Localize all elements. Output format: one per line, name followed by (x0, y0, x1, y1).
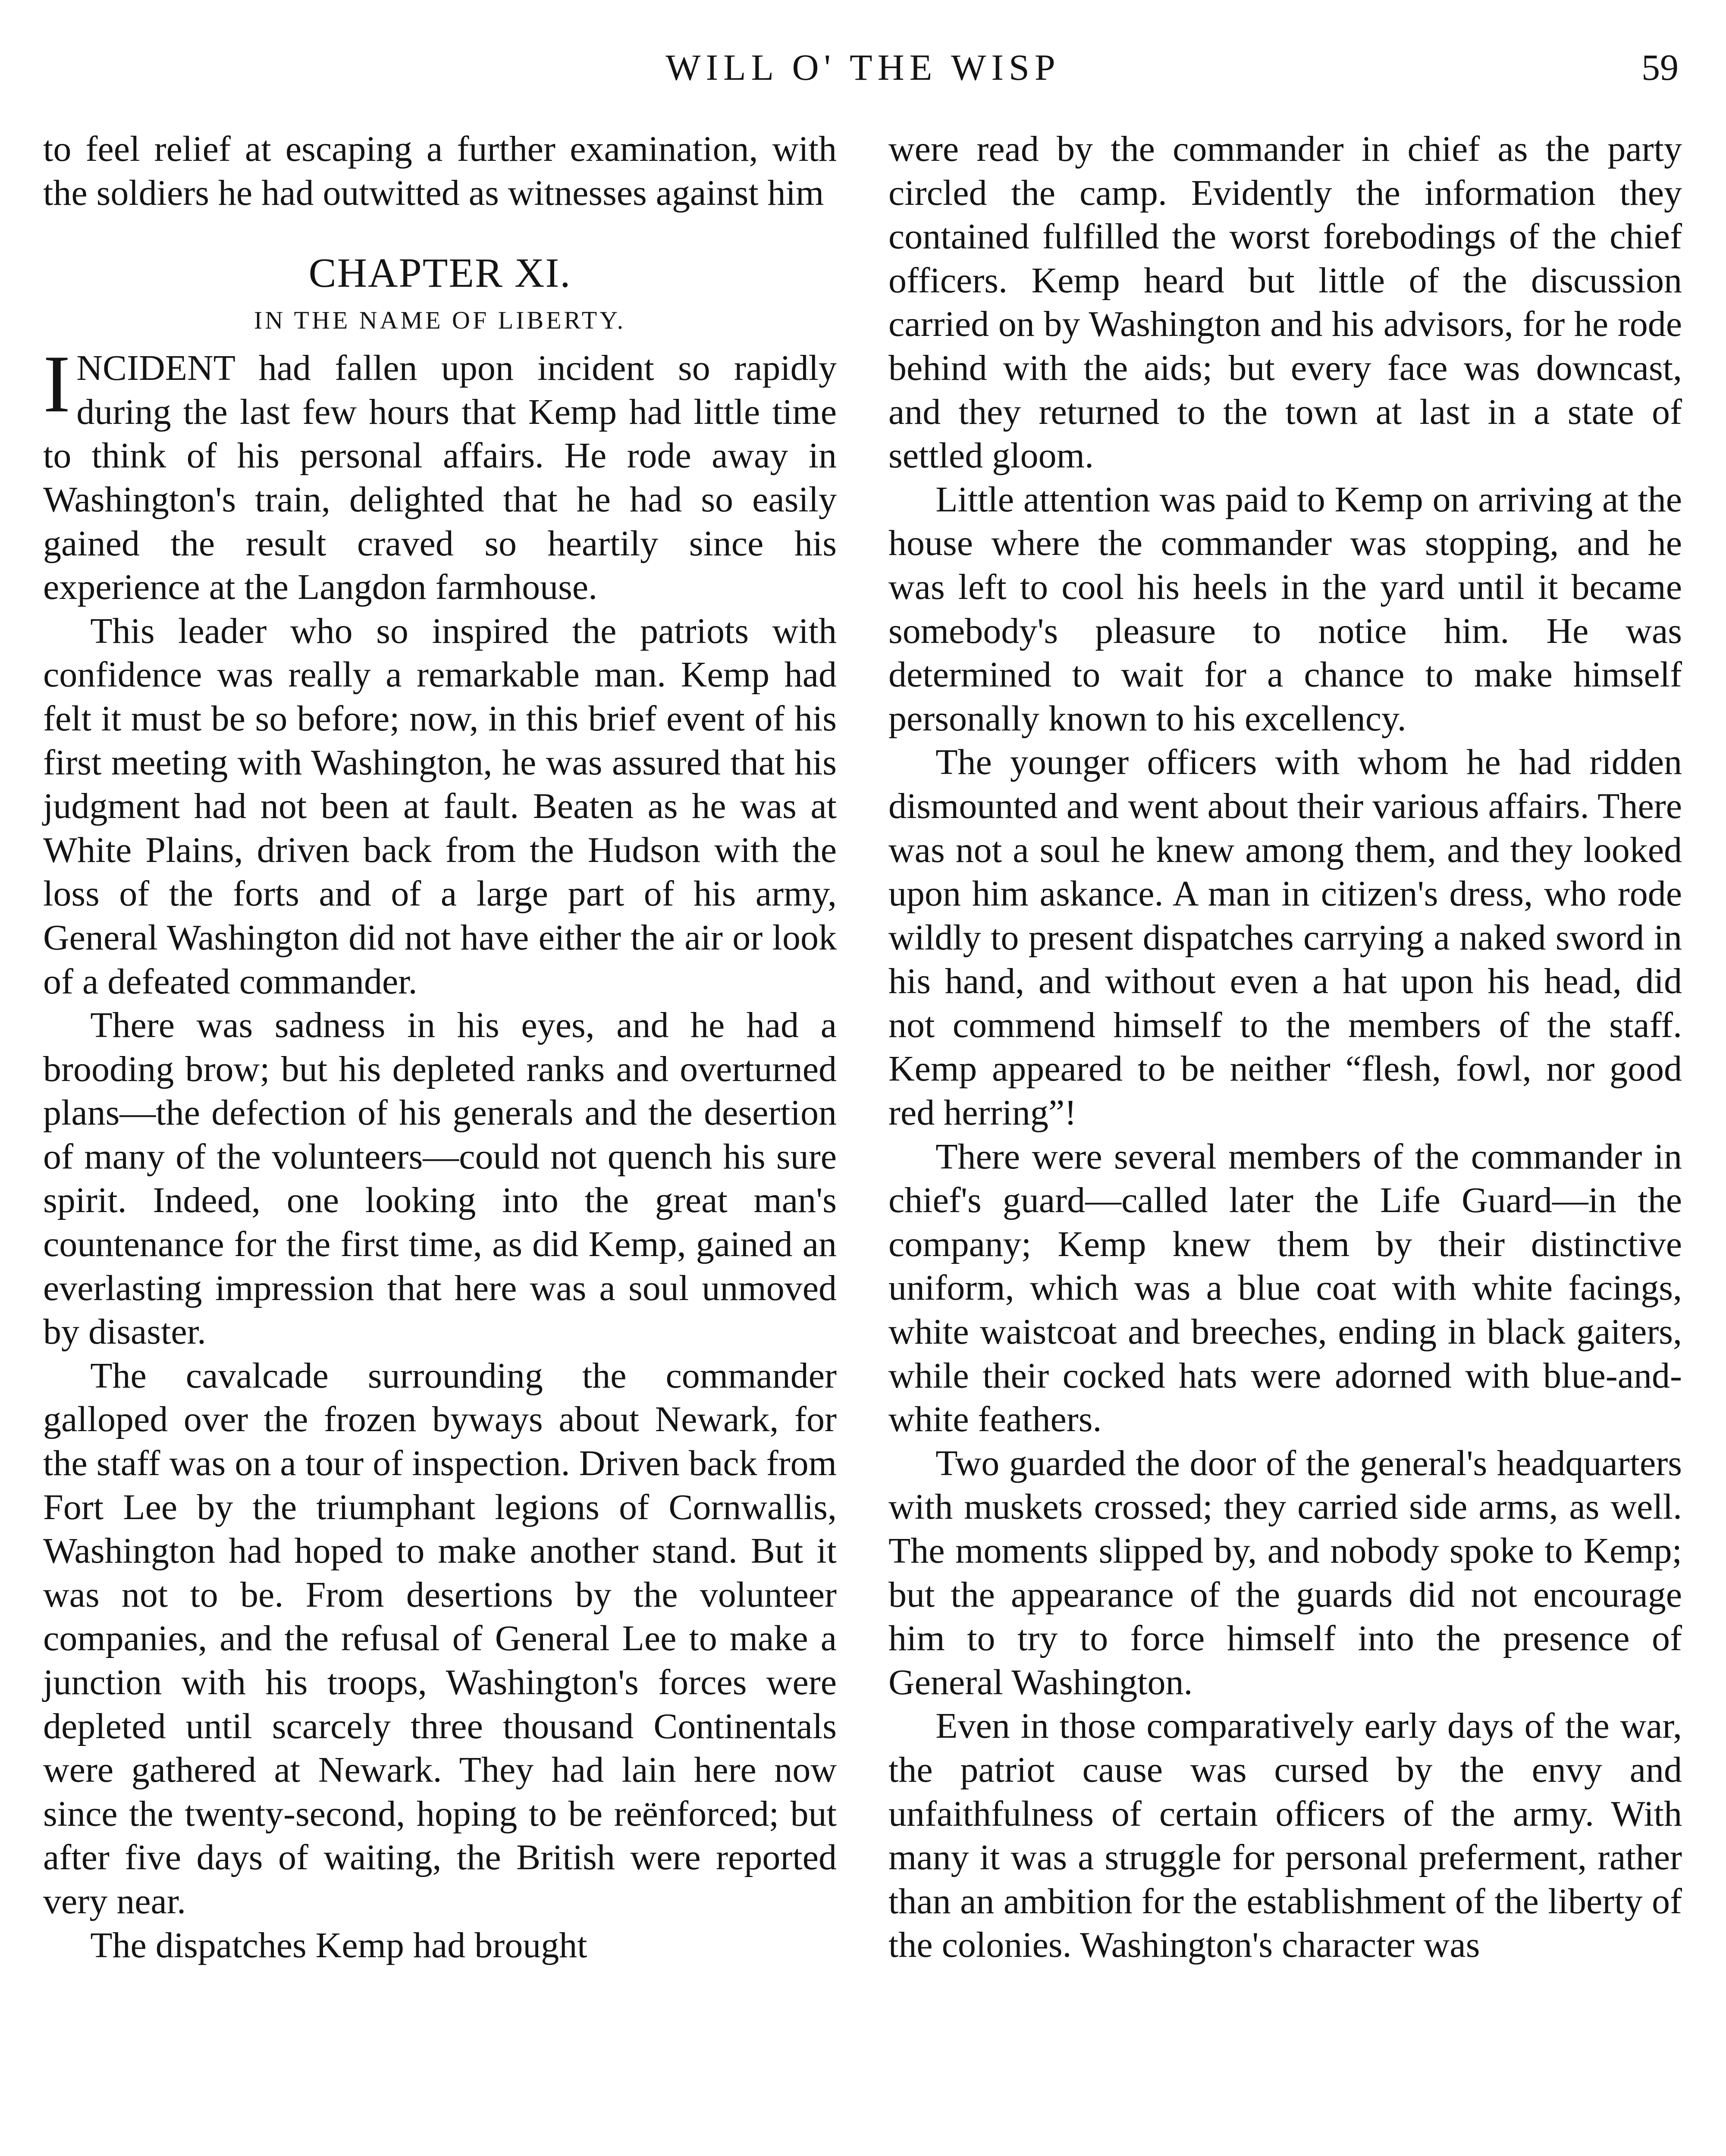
body-paragraph: There was sadness in his eyes, and he had a brooding brow; but his depleted ranks and overturned plans—the defection of his generals and the desertion of many of the volunteers—could not quench his sure spirit. Indeed, one looking into the great man's countenance for the first time, as did Kemp, gained an everlasting impression that here was a soul unmoved by disaster. (43, 1005, 837, 1352)
running-head (43, 41, 1683, 93)
body-paragraph: Two guarded the door of the general's headquarters with muskets crossed; they carried side arms, as well. The moments slipped by, and nobody spoke to Kemp; but the appearance of the guards did not encourage him to try to force himself into the presence of General Washington. (888, 1443, 1682, 1702)
opening-paragraph-text: NCIDENT had fallen upon incident so rapidly during the last few hours that Kemp had little time to think of his personal affairs. He rode away in Washington's train, delighted that he had so easily gained the result craved so heartily since his experience at the Langdon farmhouse. (43, 348, 837, 608)
body-paragraph: There were several members of the commander in chief's guard—called later the Life Guard—in the company; Kemp knew them by their distinctive uniform, which was a blue coat with white facings, white waistcoat and breeches, ending in black gaiters, while their cocked hats were adorned with blue-and-white feathers. (888, 1136, 1682, 1440)
continued-paragraph: were read by the commander in chief as the party circled the camp. Evidently the information they contained fulfilled the worst forebodings of the chief officers. Kemp heard but little of the discussion carried on by Washington and his advisors, for he rode behind with the aids; but every face was downcast, and they returned to the town at last in a state of settled gloom. (888, 129, 1682, 476)
running-title: WILL O' THE WISP (665, 47, 1061, 88)
right-column (888, 127, 1682, 1967)
drop-cap: I (43, 339, 71, 430)
opening-paragraph (43, 339, 837, 609)
left-column (43, 127, 837, 1967)
body-paragraph: This leader who so inspired the patriots with confidence was really a remarkable man. Kemp had felt it must be so before; now, in this brief event of his first meeting with Washington, he was assured that his judgment had not been at fault. Beaten as he was at White Plains, driven back from the Hudson with the loss of the forts and of a large part of his army, General Washington did not have either the air or look of a defeated commander. (43, 611, 837, 1002)
body-paragraph: The younger officers with whom he had ridden dismounted and went about their various affairs. There was not a soul he knew among them, and they looked upon him askance. A man in citizen's dress, who rode wildly to present dispatches carrying a naked sword in his hand, and without even a hat upon his head, did not commend himself to the members of the staff. Kemp appeared to be neither “flesh, fowl, nor good red herring”! (888, 742, 1682, 1133)
chapter-heading: CHAPTER XI. (308, 250, 571, 296)
body-paragraph: Even in those comparatively early days of the war, the patriot cause was cursed by the envy and unfaithfulness of certain officers of the army. With many it was a struggle for personal preferment, rather than an ambition for the establishment of the liberty of the colonies. Washington's character was (888, 1706, 1682, 1965)
body-paragraph: The cavalcade surrounding the commander galloped over the frozen byways about Newark, for the staff was on a tour of inspection. Driven back from Fort Lee by the triumphant legions of Cornwallis, Washington had hoped to make another stand. But it was not to be. From desertions by the volunteer companies, and the refusal of General Lee to make a junction with his troops, Washington's forces were depleted until scarcely three thousand Continentals were gathered at Newark. They had lain here now since the twenty-second, hoping to be reënforced; but after five days of waiting, the British were reported very near. (43, 1355, 837, 1921)
page-number: 59 (1641, 47, 1679, 88)
body-paragraph: The dispatches Kemp had brought (90, 1925, 587, 1965)
chapter-title: IN THE NAME OF LIBERTY. (254, 306, 626, 335)
body-paragraph: Little attention was paid to Kemp on arriving at the house where the commander was stopping, and he was left to cool his heels in the yard until it became somebody's pleasure to notice him. He was determined to wait for a chance to make himself personally known to his excellency. (888, 479, 1682, 739)
continued-paragraph: to feel relief at escaping a further examination, with the soldiers he had outwitted as witnesses against him (43, 129, 837, 213)
